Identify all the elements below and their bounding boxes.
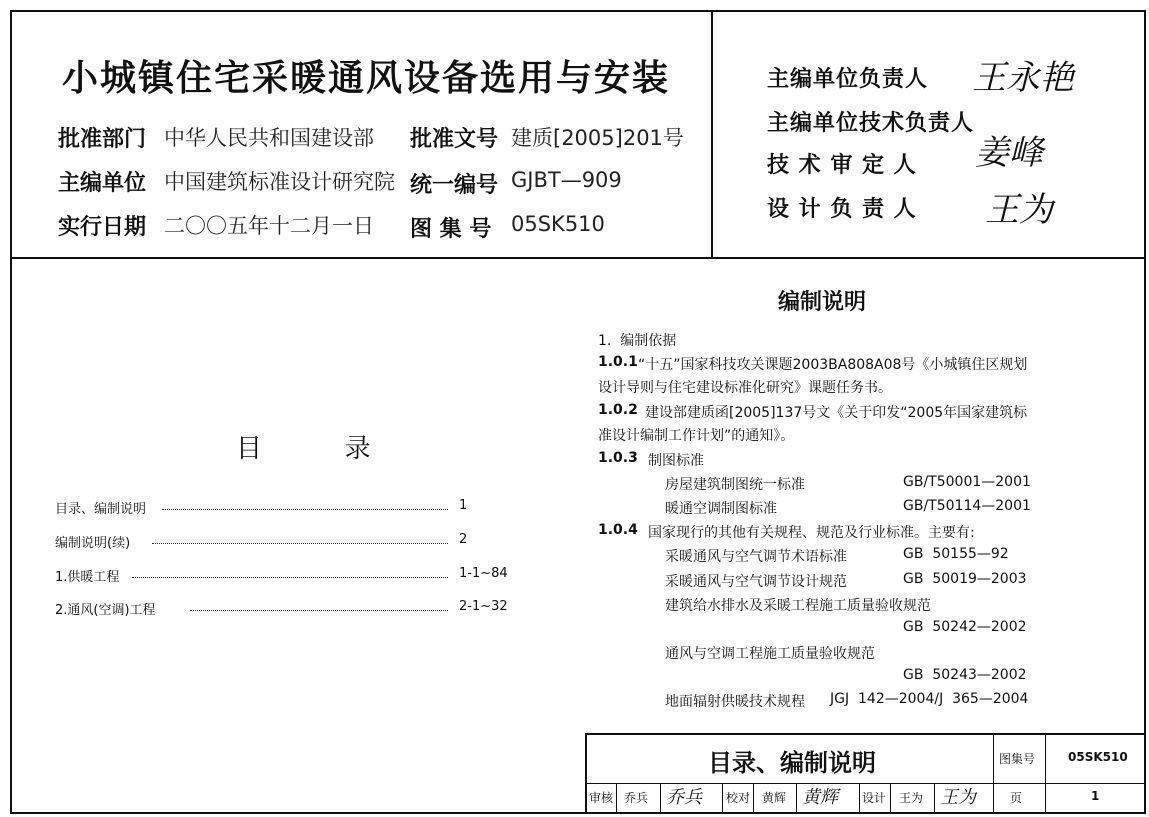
header-vertical-divider bbox=[711, 10, 713, 258]
clause-text: 建设部建质函[2005]137号文《关于印发“2005年国家建筑标 bbox=[645, 405, 1028, 421]
titleblock-top-border bbox=[585, 733, 1146, 735]
cell-divider bbox=[753, 783, 754, 814]
header-divider bbox=[10, 257, 1146, 259]
handwritten-signature: 王永艳 bbox=[972, 58, 1074, 98]
page-label: 页 bbox=[1010, 791, 1023, 805]
effective-date: 二〇〇五年十二月一日 bbox=[164, 214, 374, 238]
toc-item-page: 1 bbox=[459, 498, 468, 513]
approval-dept-label: 批准部门 bbox=[58, 127, 147, 152]
clause-number: 1.0.2 bbox=[598, 402, 638, 418]
handwritten-signature: 姜峰 bbox=[975, 133, 1043, 173]
standard-name: 建筑给水排水及采暖工程施工质量验收规范 bbox=[665, 598, 931, 614]
signatory-role: 主编单位技术负责人 bbox=[767, 111, 975, 136]
toc-leader bbox=[132, 577, 448, 578]
toc-item-page: 1-1~84 bbox=[459, 566, 508, 581]
signatory-role: 设 计 负 责 人 bbox=[767, 197, 917, 222]
toc-item-label[interactable]: 编制说明(续) bbox=[55, 536, 131, 551]
titleblock-col-divider bbox=[1045, 733, 1046, 814]
cell-divider bbox=[796, 783, 797, 814]
cell-divider bbox=[890, 783, 891, 814]
effective-date-label: 实行日期 bbox=[58, 215, 147, 240]
cell-divider bbox=[660, 783, 661, 814]
approval-doc: 建质[2005]201号 bbox=[511, 126, 684, 150]
unified-no-label: 统一编号 bbox=[410, 173, 499, 198]
unified-no: GJBT—909 bbox=[511, 168, 622, 192]
standard-code: GB/T50114—2001 bbox=[903, 498, 1031, 514]
toc-leader bbox=[162, 509, 448, 510]
checker-signature: 黄辉 bbox=[802, 787, 838, 808]
reviewer-name: 乔兵 bbox=[624, 791, 649, 805]
design-label: 设计 bbox=[862, 791, 887, 805]
clause-text: 国家现行的其他有关规程、规范及行业标准。主要有: bbox=[648, 525, 975, 541]
signatory-role: 技 术 审 定 人 bbox=[767, 153, 917, 178]
toc-item-page: 2 bbox=[459, 532, 468, 547]
standard-code: GB/T50001—2001 bbox=[903, 474, 1031, 490]
standard-name: 通风与空调工程施工质量验收规范 bbox=[665, 646, 875, 662]
standard-name: 暖通空调制图标准 bbox=[665, 501, 777, 517]
atlas-no-label: 图 集 号 bbox=[410, 217, 492, 242]
designer-signature: 王为 bbox=[940, 787, 976, 808]
standard-code: JGJ 142—2004/J 365—2004 bbox=[830, 691, 1029, 707]
approval-doc-label: 批准文号 bbox=[410, 127, 499, 152]
standard-name: 采暖通风与空气调节术语标准 bbox=[665, 549, 847, 565]
designer-name: 王为 bbox=[899, 791, 924, 805]
clause-number: 1.0.3 bbox=[598, 450, 638, 466]
toc-heading: 目 录 bbox=[236, 434, 371, 464]
standard-code: GB 50019—2003 bbox=[903, 571, 1027, 587]
toc-leader bbox=[152, 543, 448, 544]
toc-item-page: 2-1~32 bbox=[459, 599, 508, 614]
standard-name: 房屋建筑制图统一标准 bbox=[665, 477, 805, 493]
approval-dept: 中华人民共和国建设部 bbox=[164, 126, 374, 150]
toc-leader bbox=[190, 610, 448, 611]
clause-text: “十五”国家科技攻关课题2003BA808A08号《小城镇住区规划 bbox=[638, 357, 1028, 373]
checker-name: 黄辉 bbox=[762, 791, 787, 805]
titleblock-col-divider bbox=[993, 733, 994, 814]
atlas-no: 05SK510 bbox=[511, 212, 605, 236]
signatory-role: 主编单位负责人 bbox=[767, 67, 929, 92]
standard-name: 地面辐射供暖技术规程 bbox=[665, 694, 805, 710]
cell-divider bbox=[859, 783, 860, 814]
atlas-no-value: 05SK510 bbox=[1068, 750, 1128, 764]
cell-divider bbox=[616, 783, 617, 814]
standard-code: GB 50155—92 bbox=[903, 546, 1009, 562]
cell-divider bbox=[934, 783, 935, 814]
clause-text: 制图标准 bbox=[648, 453, 704, 469]
reviewer-signature: 乔兵 bbox=[666, 787, 702, 808]
toc-item-label[interactable]: 2.通风(空调)工程 bbox=[55, 603, 156, 618]
toc-item-label[interactable]: 目录、编制说明 bbox=[55, 502, 147, 517]
notes-heading: 编制说明 bbox=[778, 290, 867, 315]
clause-number: 1.0.4 bbox=[598, 522, 638, 538]
chief-unit: 中国建筑标准设计研究院 bbox=[164, 170, 395, 194]
page-number: 1 bbox=[1091, 789, 1100, 803]
titleblock-left-border bbox=[585, 733, 587, 814]
clause-number: 1.0.1 bbox=[598, 354, 638, 370]
standard-code: GB 50243—2002 bbox=[903, 667, 1027, 683]
check-label: 校对 bbox=[726, 791, 751, 805]
handwritten-signature: 王为 bbox=[985, 190, 1053, 230]
standard-name: 采暖通风与空气调节设计规范 bbox=[665, 574, 847, 590]
clause-text: 准设计编制工作计划”的通知》。 bbox=[598, 428, 795, 444]
section-heading: 1. 编制依据 bbox=[598, 333, 677, 349]
atlas-no-label: 图集号 bbox=[999, 752, 1036, 766]
standard-code: GB 50242—2002 bbox=[903, 619, 1027, 635]
cell-divider bbox=[722, 783, 723, 814]
review-label: 审核 bbox=[589, 791, 614, 805]
clause-text: 设计导则与住宅建设标准化研究》课题任务书。 bbox=[598, 380, 892, 396]
drawing-title: 目录、编制说明 bbox=[708, 749, 876, 777]
atlas-title: 小城镇住宅采暖通风设备选用与安装 bbox=[62, 58, 671, 99]
chief-unit-label: 主编单位 bbox=[58, 171, 147, 196]
toc-item-label[interactable]: 1.供暖工程 bbox=[55, 570, 120, 585]
